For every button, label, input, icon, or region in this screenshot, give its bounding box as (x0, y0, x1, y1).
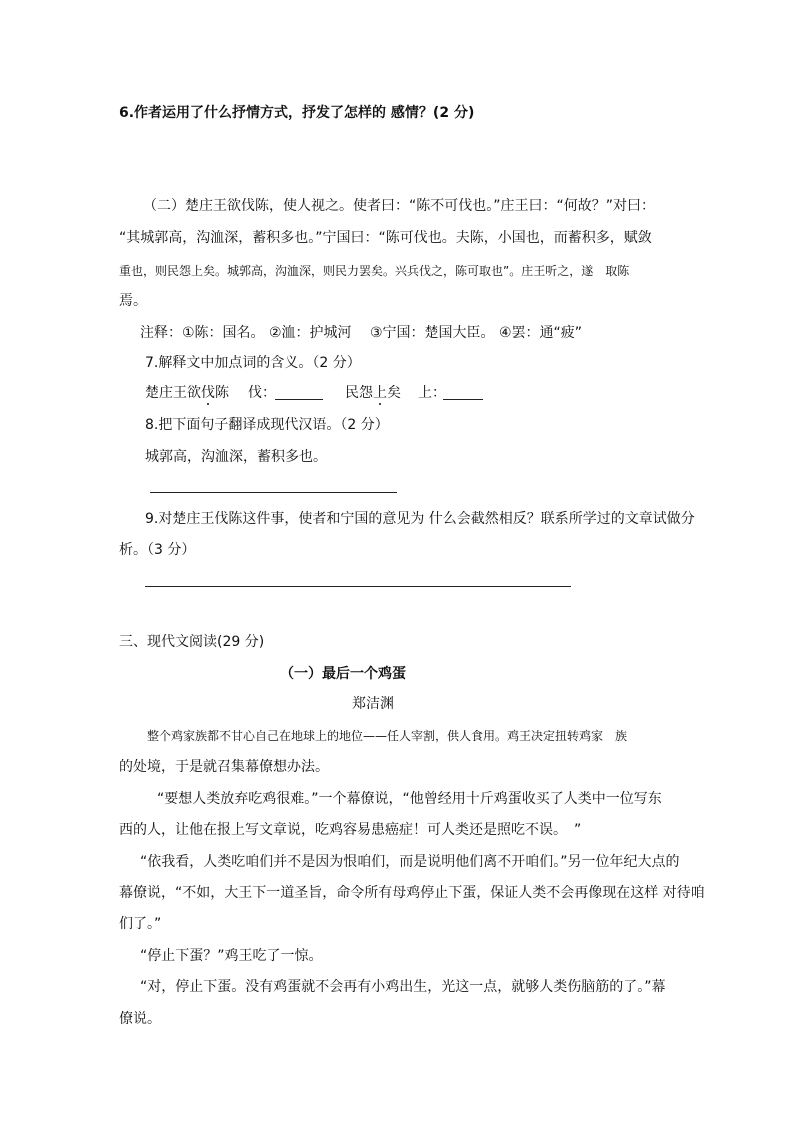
dotted-word-shang: 上 (373, 385, 387, 401)
item-2-prefix: 民怨 (345, 385, 373, 401)
story-paragraph-2-line-1: “要想人类放弃吃鸡很难。”一个幕僚说，“他曾经用十斤鸡蛋收买了人类中一位写东 (157, 791, 662, 807)
question-7-item-2 (345, 383, 401, 403)
section-3-heading: 三、现代文阅读(29 分) (119, 634, 265, 650)
story-paragraph-5-line-1: “对，停止下蛋。没有鸡蛋就不会再有小鸡出生，光这一点，就够人类伤脑筋的了。”幕 (140, 979, 666, 995)
story-paragraph-3-line-3: 们了。” (119, 916, 162, 932)
question-7-item-1 (145, 383, 229, 403)
question-9-line-2: 析。（3 分） (119, 542, 196, 558)
classical-notes: 注释：①陈：国名。 ②洫：护城河 ③宁国：楚国大臣。 ④罢：通“疲” (140, 325, 583, 341)
classical-text-line-3: 重也，则民怨上矣。城郭高，沟洫深，则民力罢矣。兴兵伐之，陈可取也”。庄王听之，遂 取陈 (119, 264, 630, 278)
answer-blank-shang[interactable] (443, 399, 483, 400)
question-8-title: 8.把下面句子翻译成现代汉语。（2 分） (145, 417, 389, 433)
question-6: 6.作者运用了什么抒情方式，抒发了怎样的 感情？(2 分) (119, 105, 475, 121)
classical-text-line-2: “其城郭高，沟洫深，蓄积多也。”宁国曰：“陈可伐也。夫陈，小国也，而蓄积多，赋敛 (119, 230, 652, 246)
story-paragraph-3-line-2: 幕僚说，“不如，大王下一道圣旨，命令所有母鸡停止下蛋，保证人类不会再像现在这样 对待咱 (119, 885, 705, 901)
answer-blank-fa[interactable] (275, 399, 323, 400)
classical-text-line-1: （二）楚庄王欲伐陈，使人视之。使者曰：“陈不可伐也。”庄王曰：“何故？”对曰： (143, 198, 656, 214)
dotted-word-fa: 伐 (201, 385, 215, 401)
answer-label-fa: 伐： (248, 385, 276, 401)
question-8-sentence: 城郭高，沟洫深，蓄积多也。 (145, 449, 327, 465)
question-7-title: 7.解释文中加点词的含义。（2 分） (145, 355, 361, 371)
item-1-prefix: 楚庄王欲 (145, 385, 201, 401)
story-paragraph-4: “停止下蛋？”鸡王吃了一惊。 (140, 948, 323, 964)
story-author: 郑洁渊 (352, 696, 394, 712)
story-paragraph-1-line-2: 的处境，于是就召集幕僚想办法。 (119, 759, 329, 775)
answer-line-q8[interactable] (150, 492, 397, 493)
question-9-line-1: 9.对楚庄王伐陈这件事，使者和宁国的意见为 什么会截然相反？联系所学过的文章试做分 (145, 511, 695, 527)
item-1-suffix: 陈 (215, 385, 229, 401)
answer-label-shang: 上： (418, 385, 446, 401)
story-paragraph-1-line-1: 整个鸡家族都不甘心自己在地球上的地位——任人宰割，供人食用。鸡王决定扭转鸡家 族 (147, 729, 628, 743)
story-paragraph-5-line-2: 僚说。 (119, 1011, 161, 1027)
item-2-suffix: 矣 (387, 385, 401, 401)
story-paragraph-2-line-2: 西的人，让他在报上写文章说，吃鸡容易患癌症！可人类还是照吃不误。 ” (119, 822, 582, 838)
classical-text-line-4: 焉。 (119, 293, 147, 309)
answer-line-q9[interactable] (145, 586, 571, 587)
story-paragraph-3-line-1: “依我看，人类吃咱们并不是因为恨咱们，而是说明他们离不开咱们。”另一位年纪大点的 (140, 854, 680, 870)
story-title: （一）最后一个鸡蛋 (280, 666, 406, 682)
